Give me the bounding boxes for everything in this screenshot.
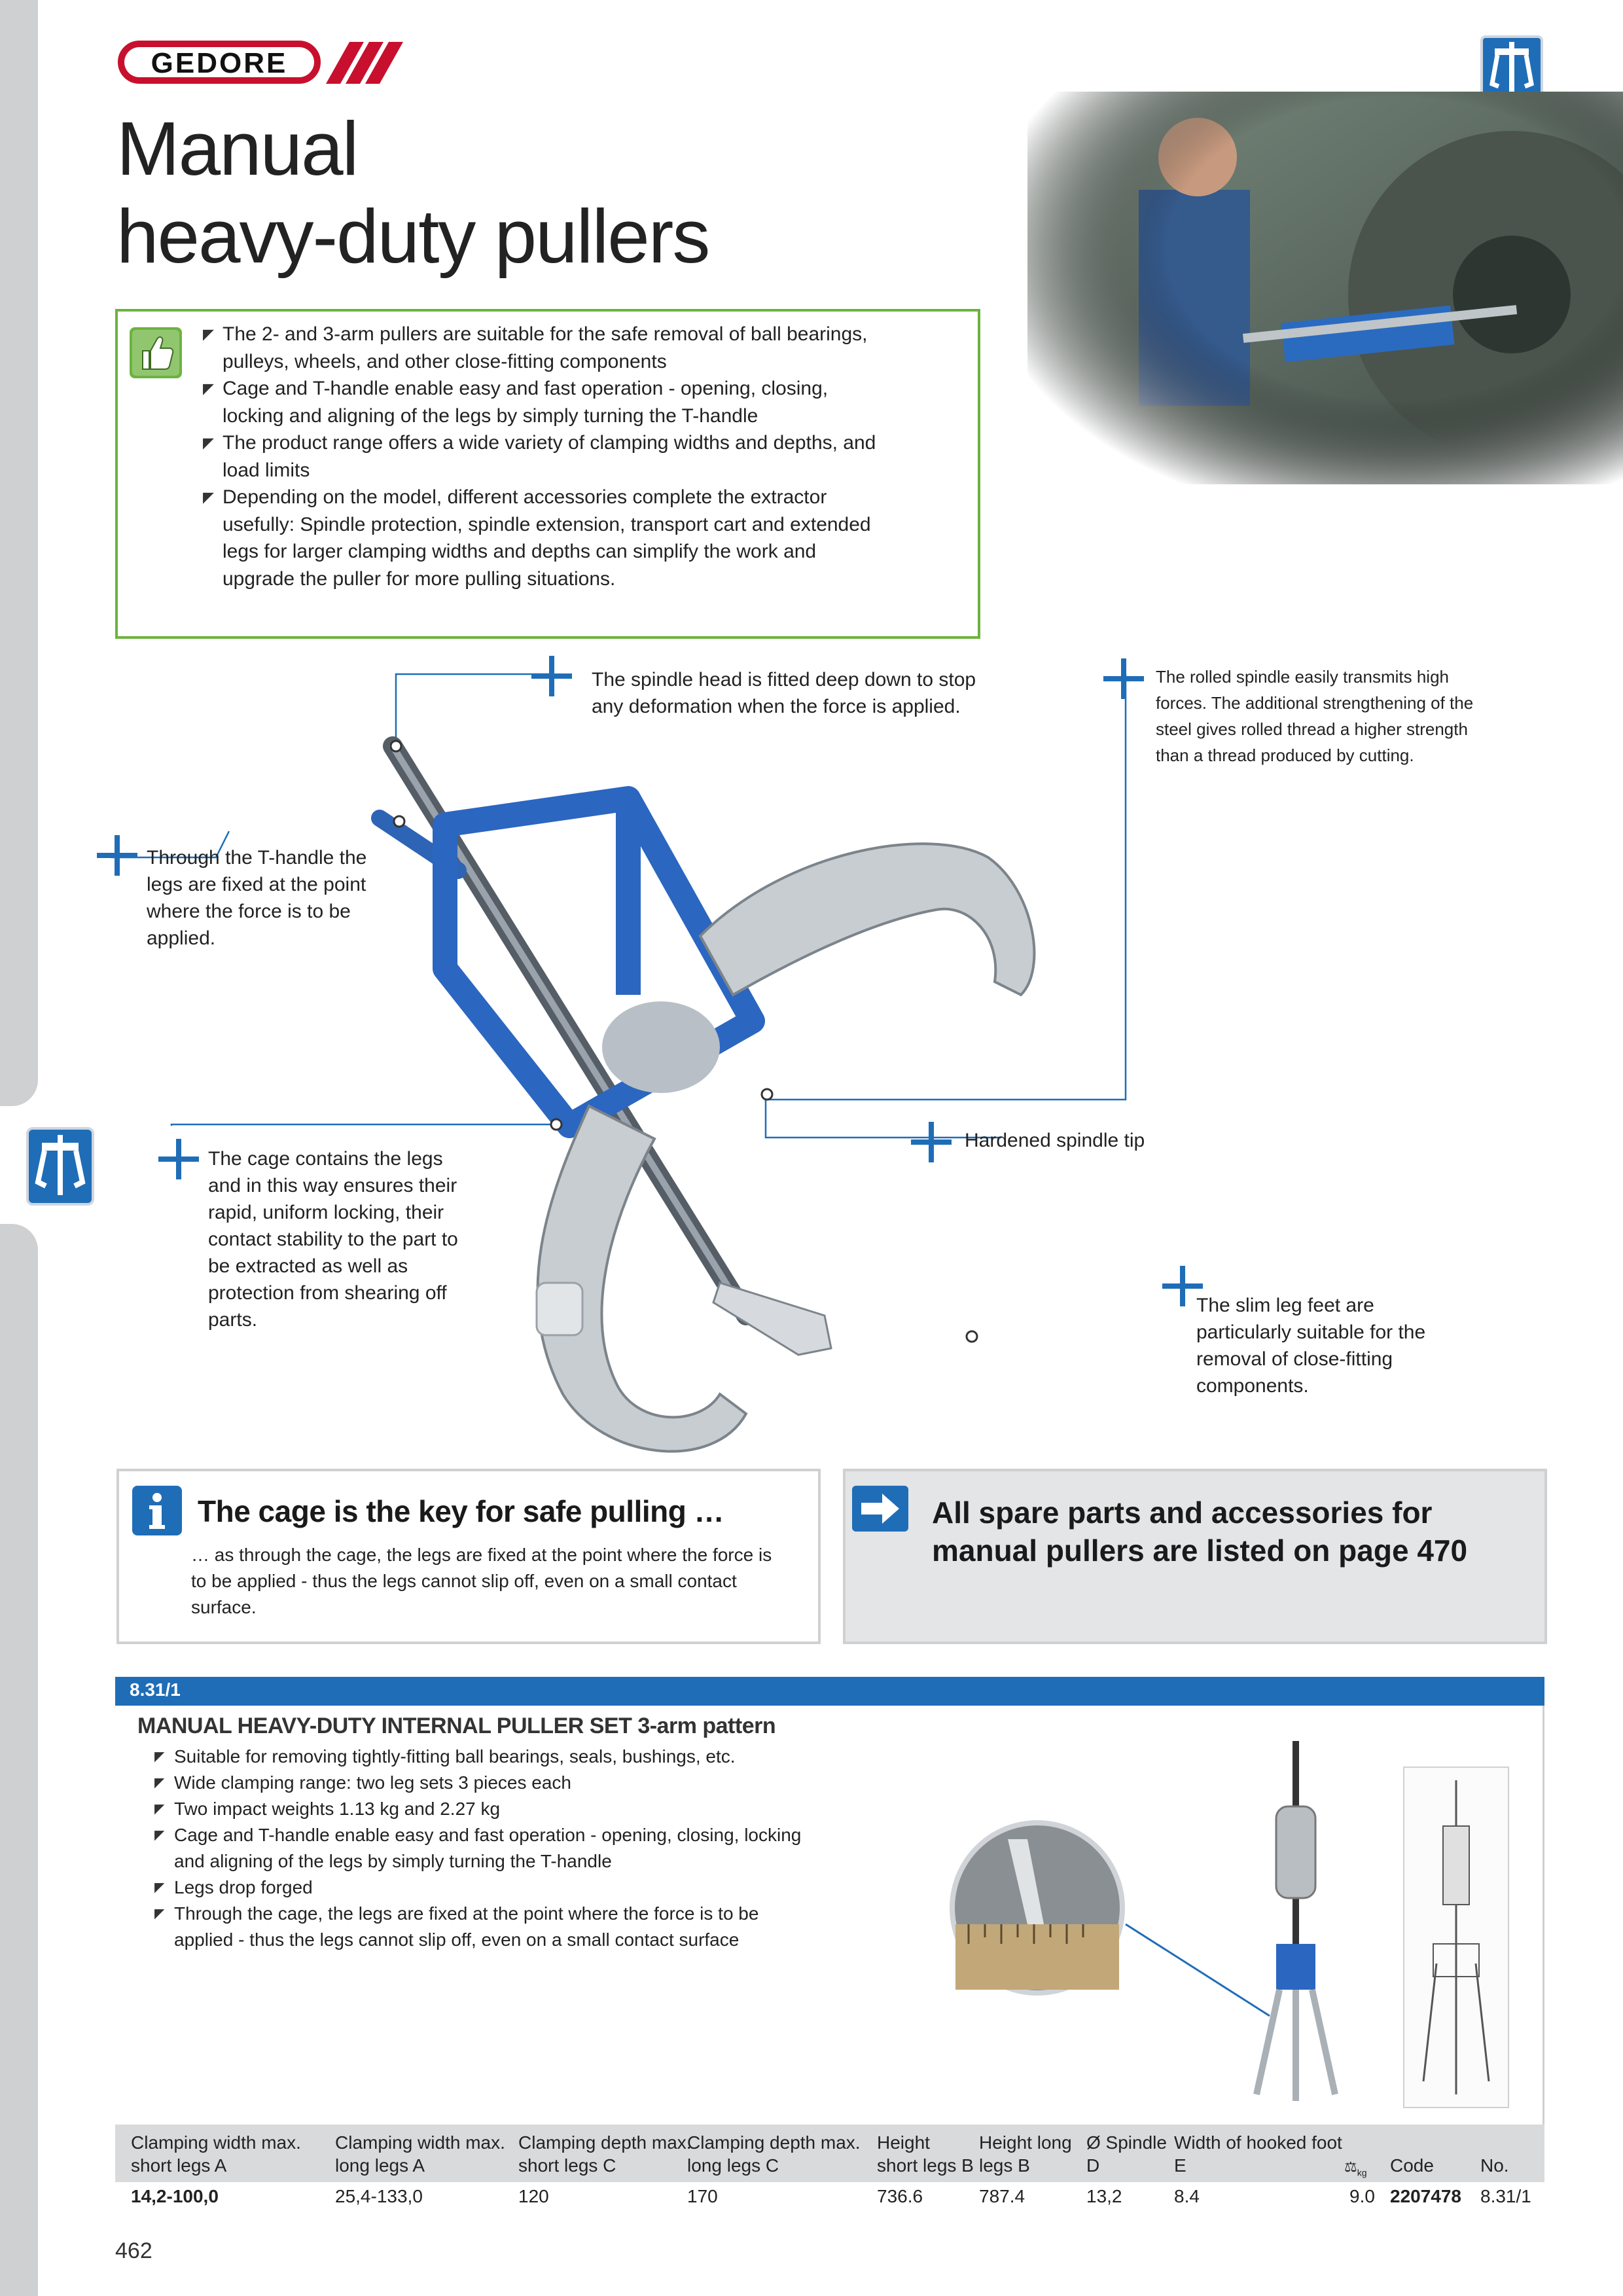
cell-b-long: 787.4 bbox=[979, 2186, 1026, 2206]
arrow-right-icon bbox=[852, 1486, 908, 1532]
feature-item: ◤ Depending on the model, different accessories complete the extractor usefully: Spindle protection, spindle extension, transport cart and extended legs for larger clamping widths and depths can simplify the work and upgrade the puller for more pulling situations. bbox=[203, 484, 877, 592]
cell-a-short: 14,2-100,0 bbox=[131, 2186, 219, 2206]
cell-c-short: 120 bbox=[518, 2186, 549, 2206]
cell-a-long: 25,4-133,0 bbox=[335, 2186, 423, 2206]
plus-marker-icon bbox=[158, 1139, 199, 1179]
cell-weight: 9.0 bbox=[1349, 2186, 1375, 2206]
puller-illustration bbox=[92, 655, 1204, 1492]
plus-marker-icon bbox=[97, 835, 137, 876]
side-puller-icon bbox=[26, 1127, 94, 1206]
section-header-bar bbox=[115, 1677, 1544, 1706]
col-header-b-short: Height short legs B bbox=[877, 2132, 974, 2176]
cell-no: 8.31/1 bbox=[1480, 2186, 1531, 2206]
col-header-b-long: Height long legs B bbox=[979, 2132, 1072, 2176]
product-title-pattern: 3-arm pattern bbox=[637, 1713, 776, 1738]
product-bullet: ◤ Legs drop forged bbox=[154, 1874, 809, 1901]
product-bullet: ◤ Wide clamping range: two leg sets 3 pieces each bbox=[154, 1770, 809, 1796]
product-title bbox=[137, 1713, 776, 1739]
callout-cage: The cage contains the legs and in this way ensures their rapid, uniform locking, their contact stability to the part to be extracted as well as protection from shearing off parts. bbox=[208, 1148, 458, 1331]
worker-photo bbox=[1027, 92, 1623, 484]
product-bullets bbox=[154, 1744, 809, 1953]
feature-item: ◤ The product range offers a wide variety of clamping widths and depths, and load limits bbox=[203, 429, 877, 484]
product-bullet: ◤ Suitable for removing tightly-fitting ball bearings, seals, bushings, etc. bbox=[154, 1744, 809, 1770]
info-icon bbox=[132, 1486, 182, 1535]
page-number: 462 bbox=[115, 2238, 152, 2263]
feature-item: ◤ Cage and T-handle enable easy and fast operation - opening, closing, locking and aligning of the legs by simply turning the T-handle bbox=[203, 375, 877, 429]
callout-spindle-head: The spindle head is fitted deep down to stop any deformation when the force is applied. bbox=[592, 669, 976, 717]
title-line-2: heavy-duty pullers bbox=[116, 194, 709, 279]
scale-icon: ⚖ bbox=[1344, 2159, 1357, 2175]
info-heading: The cage is the key for safe pulling … bbox=[198, 1494, 724, 1528]
cell-code[interactable]: 2207478 bbox=[1390, 2186, 1462, 2206]
col-header-code: Code bbox=[1390, 2155, 1434, 2176]
col-header-foot: Width of hooked foot E bbox=[1174, 2132, 1342, 2176]
cell-c-long: 170 bbox=[687, 2186, 718, 2206]
spare-parts-reference[interactable]: All spare parts and accessories for manual pullers are listed on page 470 bbox=[932, 1496, 1468, 1568]
cell-foot: 8.4 bbox=[1174, 2186, 1200, 2206]
callout-spindle-tip: Hardened spindle tip bbox=[965, 1130, 1145, 1151]
col-header-no: No. bbox=[1480, 2155, 1509, 2176]
side-tab-lower bbox=[0, 1224, 38, 2296]
section-number: 8.31/1 bbox=[130, 1679, 181, 1700]
col-header-spindle: Ø Spindle D bbox=[1086, 2132, 1167, 2176]
col-header-a-long: Clamping width max. long legs A bbox=[335, 2132, 505, 2176]
feature-item: ◤ The 2- and 3-arm pullers are suitable for the safe removal of ball bearings, pulleys, wheels, and other close-fitting components bbox=[203, 321, 877, 375]
product-title-main: MANUAL HEAVY-DUTY INTERNAL PULLER SET bbox=[137, 1713, 632, 1738]
product-images bbox=[929, 1728, 1518, 2121]
thumbs-up-icon bbox=[130, 327, 182, 378]
col-header-c-short: Clamping depth max. short legs C bbox=[518, 2132, 692, 2176]
plus-marker-icon bbox=[1103, 658, 1144, 699]
title-line-1: Manual bbox=[116, 106, 358, 191]
col-header-weight: $⚖_{kg}$ bbox=[1344, 2159, 1367, 2178]
side-tab-upper bbox=[0, 0, 38, 1106]
product-bullet: ◤ Through the cage, the legs are fixed at the point where the force is to be applied - thus the legs cannot slip off, even on a small contact surface bbox=[154, 1901, 809, 1953]
logo-text: GEDORE bbox=[151, 47, 288, 79]
col-header-a-short: Clamping width max. short legs A bbox=[131, 2132, 301, 2176]
callout-t-handle: Through the T-handle the legs are fixed at the point where the force is to be applied. bbox=[147, 847, 367, 949]
cell-spindle: 13,2 bbox=[1086, 2186, 1122, 2206]
callout-leg-feet: The slim leg feet are particularly suitable for the removal of close-fitting components. bbox=[1196, 1295, 1426, 1397]
callout-rolled-spindle: The rolled spindle easily transmits high forces. The additional strengthening of the steel gives rolled thread a higher strength than a thread produced by cutting. bbox=[1156, 667, 1474, 765]
plus-marker-icon bbox=[531, 656, 572, 696]
feature-list bbox=[203, 321, 877, 592]
logo-stripes-icon bbox=[326, 42, 408, 84]
page-title bbox=[116, 105, 709, 280]
product-bullet: ◤ Two impact weights 1.13 kg and 2.27 kg bbox=[154, 1796, 809, 1822]
gedore-logo bbox=[118, 41, 406, 86]
col-header-c-long: Clamping depth max. long legs C bbox=[687, 2132, 861, 2176]
product-bullet: ◤ Cage and T-handle enable easy and fast operation - opening, closing, locking and aligning of the legs by simply turning the T-handle bbox=[154, 1822, 809, 1874]
cell-b-short: 736.6 bbox=[877, 2186, 923, 2206]
info-text: … as through the cage, the legs are fixed at the point where the force is to be applied - thus the legs cannot slip off, even on a small contact surface. bbox=[191, 1545, 772, 1617]
plus-marker-icon bbox=[911, 1122, 952, 1162]
